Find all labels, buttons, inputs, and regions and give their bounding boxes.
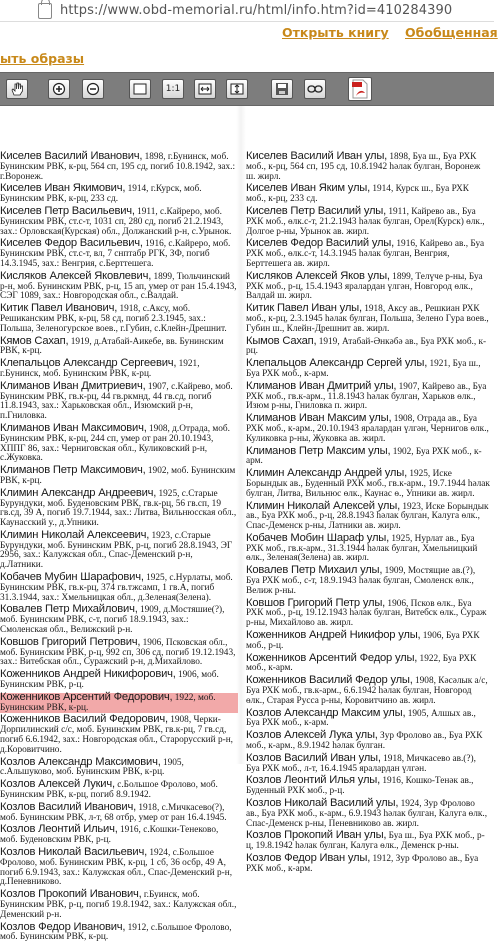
record-details: 1902, Буа РХК моб., к-арм.: [246, 446, 482, 467]
links-row: [0, 22, 498, 42]
record-entry: [0, 152, 238, 182]
save-button[interactable]: [271, 79, 293, 99]
record-name: Киселев Федор Василий улы,: [246, 237, 395, 250]
record-entry: [246, 631, 490, 652]
record-entry: [0, 486, 238, 529]
link-icon: [307, 84, 323, 94]
record-name: Климанов Иван Дмитриевич,: [0, 379, 146, 392]
record-entry: [246, 269, 490, 302]
record-name: Коженников Арсентий Федор улы,: [246, 651, 418, 664]
record-details: с.Большое Фролово, моб. Бунинским РВК, к-рц, погиб 8.9.1942.: [0, 780, 218, 801]
record-entry: [246, 676, 490, 706]
record-details: 1908, Черки-Дорпилинский с/с, моб. Бунинским РВК, гв.к-рц, 7 гв.сд, погиб 6.6.1942, зах.: Новгородская обл., Старорусский р-н, д.Коровитчино.: [0, 715, 234, 755]
record-name: Коженников Василий Федорович,: [0, 713, 168, 726]
record-name: Киселев Петр Василий улы,: [246, 204, 387, 217]
record-entry: [246, 854, 490, 875]
record-name: Козлов Алексей Лукич,: [0, 778, 115, 791]
record-name: Китик Павел Иванович,: [0, 302, 118, 315]
tatar-column: [246, 152, 490, 877]
record-details: 1916, Кошко-Тенәк ав., Буденный РХК моб., р-ц.: [246, 776, 474, 797]
record-details: 1918, Мичкасево ав.(?), Буа РХК моб., л-т, 16.4.1945 яралардан үлгән.: [246, 753, 476, 774]
record-details: 1925, с.Старые Бурундуки, моб. Буденовским РВК, гв.к-рц, 56 гв.сп, 19 гв.сд, 39 А, погиб 19.7.1944, зах.: Литва, Вильнюсская обл., Каунасский у., д.Упники.: [0, 488, 237, 529]
lock-icon: [38, 3, 52, 19]
record-name: Козлов Леонтий Ильич,: [0, 823, 118, 836]
record-details: 1919, д.Атабай-Аикебе, вв. Бунинским РВК, к-рц.: [0, 336, 224, 357]
record-entry: [0, 528, 238, 571]
record-entry: [246, 531, 490, 564]
record-entry: [246, 469, 490, 499]
record-details: 1923, Иске Борындык ав., Буа РХК моб., р-ц, 28.8.1943 һәлак булган, Калуга өлк., Спас-Деменск р-ны, Латники ав. жирл.: [246, 501, 489, 532]
record-details: 1922, Буа РХК моб., к-арм.: [246, 653, 477, 674]
fit-width-button[interactable]: [194, 79, 216, 99]
pdf-button[interactable]: [348, 77, 372, 101]
record-entry: [0, 239, 238, 269]
record-entry: [0, 573, 238, 603]
record-details: 1906, Псковская обл., моб. Бунинским РВК, р-ц, 992 сп, 306 сд, погиб 19.12.1943, зах.: Витебская обл., Суражский р-н, д.Михайлово.: [0, 637, 236, 668]
record-entry: [0, 715, 238, 755]
record-details: 1916, Кайрево ав., Буа РХК моб., өлк.с-т, 14.3.1945 һәлак булган, Венгрия, Берттешега ав. жирл.: [246, 239, 485, 269]
zoom-out-button[interactable]: [82, 79, 104, 99]
record-entry: [246, 304, 490, 334]
record-details: Зур Фролово ав., Буа РХК моб., к-арм., 8.9.1942 һәлак булган.: [246, 731, 483, 752]
record-details: 1908, Отрада ав., Буа РХК моб., к-арм., 20.10.1943 яралардан үлгән, Чернигов өлк., Куликовка р-ны, Жуковка ав. жирл.: [246, 414, 489, 444]
record-entry: [246, 414, 490, 444]
record-name: Климанов Иван Максимович,: [0, 421, 147, 434]
record-details: 1912, Зур Фролово ав., Буа РХК моб., к-арм.: [246, 854, 479, 874]
record-details: г.Буинск, моб. Бунинским РВК, р-ц, погиб 19.8.1942, зах.: Калужская обл., Деменский р-н.: [0, 890, 237, 920]
record-name: Клепальцов Александр Сергей улы,: [246, 357, 428, 370]
record-entry: [0, 780, 238, 801]
record-details: 1899, Тюльчинский р-н, моб. Бунинским РВК, р-ц, 15 ап, умер от ран 15.4.1943, СЭГ 1089, зах.: Новгородская обл., с.Валдай.: [0, 271, 237, 302]
record-details: 1925, Иске Борындык ав., Буденный РХК моб., гв.к-арм., 19.7.1944 һәлак булган, Литва, Вильнюс өлк., Каунас ө., Упники ав. жирл.: [246, 469, 490, 499]
record-name: Козлов Василий Иванович,: [0, 800, 137, 813]
record-entry: [0, 184, 238, 205]
record-name: Климин Николай Алексей улы,: [246, 499, 400, 512]
record-details: 1911, Кайрево ав., Буа РХК моб., өлк.с-т, 21.2.1943 һәлак булган, Орел(Курск) өлк., Долгое р-ны, Урынок ав. жирл.: [246, 206, 485, 237]
generalized-link[interactable]: Обобщенная: [405, 25, 498, 40]
record-entry: [0, 920, 238, 944]
russian-column: [0, 152, 238, 945]
record-details: 1918, с.Аксу, моб. Решиканским РВК, к-рц, 58 сд, погиб 2.3.1945, зах.: Польша, Зеленогурское воев., г.Губин, с.Клейн-Дрешнит.: [0, 304, 227, 334]
record-entry: [0, 800, 238, 824]
zoom-in-icon: [52, 82, 66, 96]
record-entry: [0, 605, 238, 635]
record-name: Климин Александр Андреевич,: [0, 486, 157, 499]
record-details: 1921, Буа ш., Буа РХК моб., к-арм.: [246, 359, 481, 379]
record-name: Кисляков Алексей Яков улы,: [246, 269, 390, 282]
record-name: Коженников Андрей Никифор улы,: [246, 629, 421, 642]
actual-size-button[interactable]: [162, 79, 184, 99]
record-name: Климин Николай Алексеевич,: [0, 528, 150, 541]
record-name: Киселев Василий Иванович,: [0, 150, 143, 162]
record-name: Клепальцов Александр Сергеевич,: [0, 357, 177, 370]
record-name: Козлов Николай Василий улы,: [246, 797, 399, 810]
actual-size-icon: 1:1: [165, 84, 181, 94]
open-images-link[interactable]: ыть образы: [0, 51, 85, 66]
record-name: Ковалев Петр Михайлович,: [0, 603, 138, 616]
record-name: Коженников Арсентий Федорович,: [0, 690, 173, 703]
record-name: Козлов Прокопий Иванович,: [0, 888, 142, 901]
link-button[interactable]: [304, 79, 326, 99]
record-entry: [0, 269, 238, 302]
pdf-icon: [351, 79, 369, 99]
record-name: Ковшов Григорий Петрович,: [0, 635, 141, 648]
record-name: Козлов Александр Максим улы,: [246, 706, 406, 719]
record-entry: [0, 334, 238, 358]
record-details: 1906, моб. Бунинским РВК, р-ц.: [0, 670, 219, 691]
record-name: Козлов Леонтий Илья улы,: [246, 774, 381, 787]
record-details: 1911, с.Кайреро, моб. Бунинским РВК, ст.с-т, 1031 сп, 280 сд, погиб 21.2.1943, зах.: Орловская(Курская) обл., Должанский р-н, с.Урынок.: [0, 206, 232, 237]
record-entry: [0, 890, 238, 920]
record-details: 1919, Атабай-Әнкәбә ав., Буа РХК моб., к-рц.: [246, 336, 487, 357]
images-row: [0, 42, 494, 72]
record-details: 1918, с.Мичкасево(?), моб. Бунинским РВК, л-т, 68 отбр, умер от ран 16.4.1945.: [0, 802, 227, 823]
document-page: [0, 106, 494, 943]
record-details: 1912, с.Большое Фролово, моб. Бунинским РВК, к-рц.: [0, 922, 232, 943]
address-bar[interactable]: [0, 0, 494, 22]
record-details: 1909, д.Мостяшие(?), моб. Бунинским РВК, с-т, погиб 18.9.1943, зах.: Смоленская обл., Велижский р-н.: [0, 605, 225, 636]
record-name: Кобачев Мубин Шарафович,: [0, 571, 144, 584]
record-entry: [246, 444, 490, 468]
record-entry: [246, 499, 490, 532]
record-entry: [246, 751, 490, 775]
record-entry: [246, 799, 490, 829]
viewer-toolbar: [0, 72, 494, 106]
record-entry: [246, 596, 490, 629]
record-entry: [0, 690, 238, 714]
record-name: Киселев Иван Яким улы,: [246, 182, 371, 195]
record-name: Ковшов Григорий Петр улы,: [246, 596, 386, 609]
record-name: Климанов Петр Максимович,: [0, 464, 146, 477]
open-book-link[interactable]: Открыть книгу: [282, 25, 389, 40]
record-details: 1898, г.Бунинск, моб. Бунинским РВК, к-рц, 564 сп, 195 сд, погиб 10.8.1942, зах.: г.Воронеж.: [0, 152, 236, 182]
record-details: 1899, Телүче р-ны, Буа РХК моб., р-ц, 15.4.1943 яралардан үлгән, Новгород өлк., Валдай ш. жирл.: [246, 271, 483, 302]
record-details: 1925, Нурлат ав., Буа РХК моб., гв.к-арм., 31.3.1944 һәлак булган, Хмельницкий өлк., Зеленая(Зелена) ав. жирл.: [246, 533, 478, 564]
record-details: 1921, г.Бунинск, моб. Бунинским РВК, к-рц.: [0, 359, 200, 379]
record-details: 1898, Буа ш., Буа РХК моб., к-рц, 564 сп, 195 сд, 10.8.1942 һәлак булган, Воронеж ш. жирл.: [246, 152, 481, 182]
record-details: 1907, с.Кайрево, моб. Бунинским РВК, гв.к-рц, 44 гв.ркмнд, 44 гв.сд, погиб 11.8.1943, зах.: Харьковская обл., Изюмский р-н, п.Гниловка.: [0, 381, 233, 422]
record-details: 1916, с.Кайреро, моб. Бунинским РВК, ст.с-т, вл, 7 снптабр РГК, ЗФ, погиб 14.3.1945, зах.: Венгрия, с.Берттешега.: [0, 239, 231, 269]
record-name: Коженников Андрей Никифорович,: [0, 668, 176, 681]
record-details: 1925, с.Нурлаты, моб. Бунинским РВК, гв.к-рц, 374 гв.тжсамп, 1 гв.А, погиб 31.3.1944, зах.: Хмельницкая обл., д.Зеленая(Зелена).: [0, 573, 233, 603]
record-entry: [246, 566, 490, 596]
record-entry: [246, 831, 490, 852]
record-entry: [0, 755, 238, 779]
record-entry: [246, 706, 490, 730]
record-details: 1905, с.Альшуково, моб. Бунинским РВК, к-рц.: [0, 757, 184, 778]
record-details: 1909, Мостящие ав.(?), Буа РХК моб., с-т, 18.9.1943 һәлак булган, Смоленск өлк., Велиж р-ны.: [246, 566, 476, 596]
record-name: Козлов Прокопий Иван улы,: [246, 829, 387, 842]
record-name: Киселев Василий Иван улы,: [246, 150, 388, 162]
record-entry: [246, 152, 490, 182]
save-icon: [275, 82, 289, 96]
record-details: 1922, моб. Бунинским РВК, к-рц.: [0, 692, 216, 713]
select-area-icon: [133, 83, 147, 95]
record-name: Кямов Сахап,: [0, 334, 69, 347]
record-details: 1906, Псков өлк., Буа РХК моб., р-ц, 19.12.1943 һәлак булган, Витебск өлк., Сураж р-ны, Михайлово ав. жирл.: [246, 598, 487, 629]
hand-tool-button[interactable]: [6, 79, 28, 99]
record-details: 1916, с.Кошки-Тенеково, моб. Буденовским РВК, р-ц.: [0, 825, 219, 846]
fit-height-icon: [230, 83, 244, 95]
zoom-in-button[interactable]: [48, 79, 70, 99]
record-name: Климанов Иван Дмитрий улы,: [246, 379, 397, 392]
hand-tool-icon: [10, 82, 24, 96]
record-name: Кисляков Алексей Яковлевич,: [0, 269, 152, 282]
record-details: 1924, Зур Фролово ав., Буа РХК моб., к-арм., 6.9.1943 һәлак булган, Калуга өлк., Спас-Деменск р-ны, Пеневниково ав. жирл.: [246, 799, 488, 829]
record-entry: [0, 466, 238, 487]
record-details: 1902, моб. Бунинским РВК, к-рц.: [0, 466, 236, 486]
record-name: Козлов Василий Иван улы,: [246, 751, 381, 764]
record-details: 1905, Алшых ав., Буа РХК моб., к-арм.: [246, 708, 476, 729]
record-entry: [0, 635, 238, 668]
record-details: 1918, Аксу ав., Решкиан РХК моб., к-рц, 2.3.1945 һәлак булган, Польша, Зелено Гура воев., Губин ш., Клейн-Дрешнит ав. жирл.: [246, 304, 489, 334]
record-details: Буа ш., Буа РХК моб., р-ц, 19.8.1942 һәлак булган, Калуга өлк., Деменск р-ны.: [246, 831, 485, 852]
record-name: Киселев Федор Васильевич,: [0, 237, 143, 250]
fit-height-button[interactable]: [226, 79, 248, 99]
record-name: Киселев Петр Васильевич,: [0, 204, 135, 217]
record-entry: [246, 184, 490, 205]
record-name: Климин Александр Андрей улы,: [246, 467, 407, 480]
record-entry: [0, 379, 238, 422]
record-name: Ковалев Петр Михаил улы,: [246, 564, 383, 577]
record-name: Козлов Александр Максимович,: [0, 755, 161, 768]
record-entry: [0, 204, 238, 237]
record-name: Козлов Федор Иван улы,: [246, 852, 371, 864]
record-entry: [0, 304, 238, 334]
record-name: Климанов Петр Максим улы,: [246, 444, 391, 457]
record-name: Козлов Николай Васильевич,: [0, 846, 148, 858]
record-details: 1908, д.Отрада, моб. Бунинским РВК, к-рц, 244 сп, умер от ран 20.10.1943, ХППГ 86, зах.: Черниговская обл., Куликовский р-н, с.Жуковка.: [0, 423, 230, 464]
record-entry: [0, 421, 238, 464]
record-name: Кымов Сахап,: [246, 334, 317, 347]
record-entry: [246, 204, 490, 237]
record-entry: [0, 825, 238, 846]
record-details: 1914, Курск ш., Буа РХК моб., к-рц, 233 сд.: [246, 184, 470, 205]
record-entry: [0, 359, 238, 380]
record-entry: [0, 670, 238, 691]
record-entry: [246, 359, 490, 380]
record-details: 1924, с.Большое Фролово, моб. Бунинским РВК, к-рц, 1 сб, 36 осбр, 49 А, погиб 6.9.1943, зах.: Калужская обл., Спас-Деменский р-н, д.Пеневниково.: [0, 848, 233, 888]
record-entry: [0, 848, 238, 888]
fit-width-icon: [198, 83, 212, 95]
record-entry: [246, 334, 490, 358]
url-text[interactable]: https://www.obd-memorial.ru/html/info.htm?id=410284390: [60, 3, 453, 18]
record-name: Козлов Федор Иванович,: [0, 920, 126, 933]
select-area-button[interactable]: [129, 79, 151, 99]
record-name: Коженников Василий Федор улы,: [246, 674, 413, 687]
record-name: Климанов Иван Максим улы,: [246, 412, 392, 425]
record-name: Козлов Алексей Лука улы,: [246, 729, 378, 742]
record-entry: [246, 776, 490, 797]
record-details: 1908, Кәсәлык а/с, Буа РХК моб., гв.к-арм., 6.6.1942 һәлак булган, Новгород өлк., Старая Русса р-ны, Коровитчино ав. жирл.: [246, 676, 488, 706]
record-name: Киселев Иван Якимович,: [0, 182, 126, 195]
record-entry: [246, 379, 490, 412]
record-details: 1923, с.Старые Бурундуки, моб. Бунинским РВК, р-ц, погиб 28.8.1943, ЭГ 2956, зах.: Калужская обл., Спас-Деменский р-н, д.Латники.: [0, 530, 233, 571]
record-details: 1914, г.Курск, моб. Бунинским РВК, к-рц, 233 сд.: [0, 184, 202, 205]
record-details: 1906, Буа РХК моб., р-ц.: [246, 631, 480, 651]
record-entry: [246, 239, 490, 269]
record-entry: [246, 731, 490, 752]
zoom-out-icon: [86, 82, 100, 96]
record-name: Китик Павел Иван улы,: [246, 302, 362, 315]
record-entry: [246, 651, 490, 675]
record-name: Кобачев Мобин Шараф улы,: [246, 531, 390, 544]
record-details: 1907, Кайрево ав., Буа РХК моб., гв.к-арм., 11.8.1943 һәлак булган, Харьков өлк., Изюм р-ны, Гниловка п. жирл.: [246, 381, 487, 412]
